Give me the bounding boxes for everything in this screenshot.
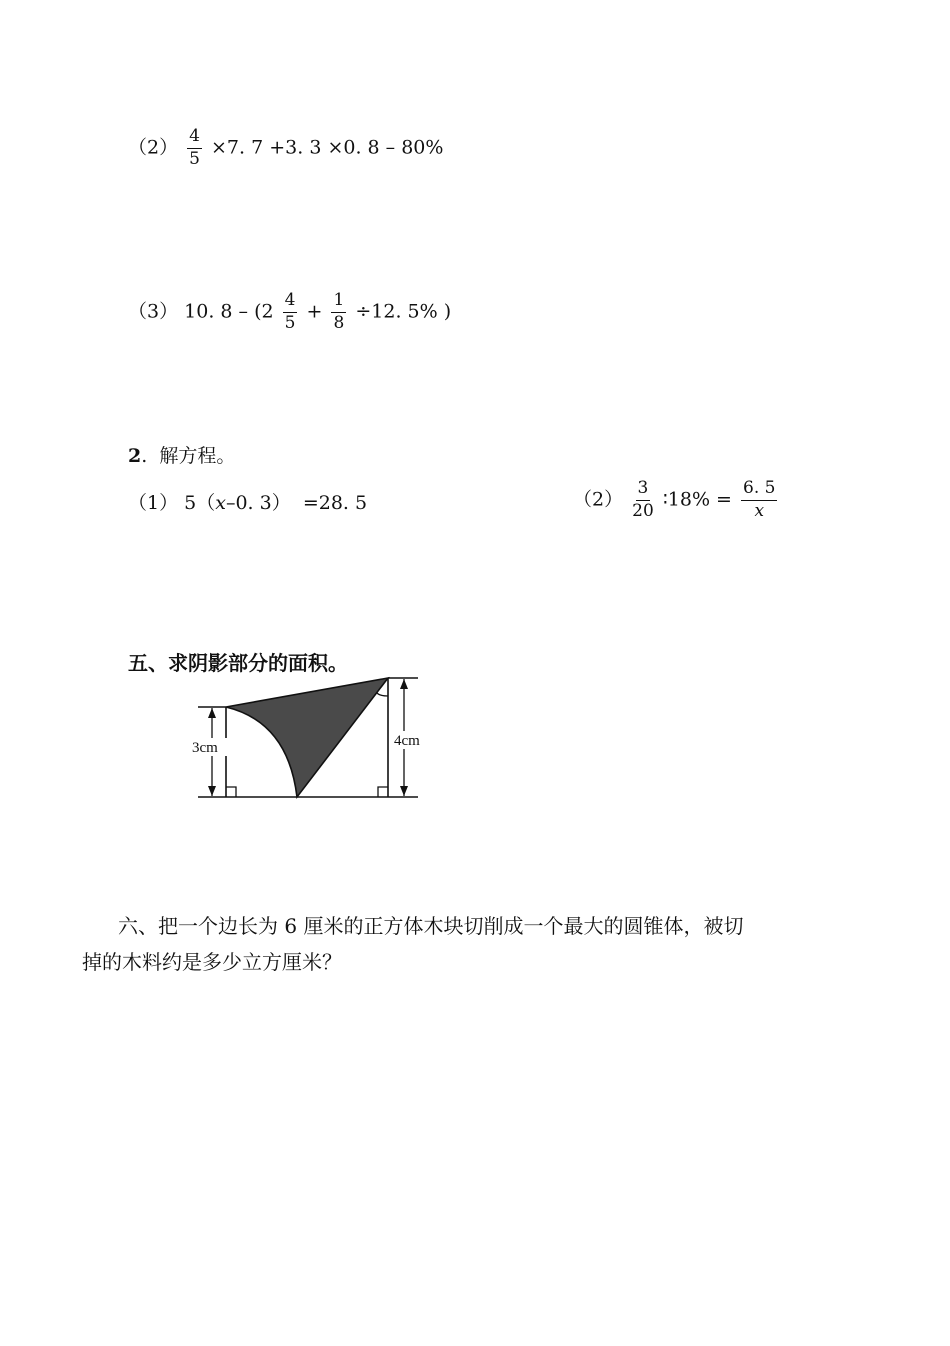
- plus-sign: +: [306, 300, 323, 323]
- arrow-down-icon: [208, 786, 216, 796]
- equation-2-middle: ∶18% =: [662, 488, 732, 511]
- fraction-1-8: [331, 292, 346, 333]
- equation-1: [128, 494, 367, 513]
- section-5-title: 五、求阴影部分的面积。: [128, 651, 348, 675]
- section-6-line-2: 掉的木料约是多少立方厘米？: [82, 950, 342, 974]
- arrow-up-icon: [400, 679, 408, 689]
- fraction-denominator: 20: [632, 500, 654, 521]
- fraction-numerator: 1: [331, 292, 346, 313]
- right-angle-mark-left: [226, 787, 236, 797]
- problem-2-expression: ×7. 7 +3. 3 ×0. 8 – 80%: [211, 136, 444, 159]
- fraction-numerator: 6. 5: [741, 480, 777, 501]
- equation-1-part-c: =28. 5: [302, 492, 368, 514]
- fraction-denominator: 5: [284, 312, 296, 333]
- equation-1-part-a: 5（: [184, 492, 216, 514]
- fraction-numerator: 3: [636, 480, 651, 501]
- right-height-label: 4cm: [394, 733, 420, 749]
- problem-3: [128, 292, 451, 333]
- heading-text: 解方程。: [159, 445, 236, 467]
- shaded-area-figure: [180, 668, 440, 808]
- angle-label: 45°: [360, 718, 381, 734]
- section-6-line-1: 六、把一个边长为 6 厘米的正方体木块切削成一个最大的圆锥体，被切: [118, 914, 744, 938]
- left-height-label: 3cm: [192, 740, 218, 756]
- fraction-4-5: [283, 292, 298, 333]
- problem-3-lead: 10. 8 – (2: [184, 300, 274, 323]
- fraction-numerator: 4: [283, 292, 298, 313]
- angle-arc: [377, 693, 388, 696]
- fraction-denominator: 5: [189, 148, 200, 169]
- fraction-denominator: x: [754, 500, 765, 521]
- equation-2-label: （2）: [573, 488, 624, 511]
- equation-2: [573, 480, 780, 521]
- problem-2: [128, 128, 443, 169]
- arrow-down-icon: [400, 786, 408, 796]
- equation-1-part-b: –0. 3）: [225, 492, 291, 514]
- right-angle-mark-right: [378, 787, 388, 797]
- problem-2-label: （2）: [128, 136, 179, 159]
- fraction-3-20: [632, 480, 654, 521]
- shaded-region: [226, 678, 388, 797]
- arrow-up-icon: [208, 708, 216, 718]
- fraction-denominator: 8: [333, 312, 345, 333]
- equations-heading: 2. 解方程。: [128, 445, 236, 467]
- variable-x: x: [215, 492, 226, 514]
- heading-number: 2: [128, 445, 142, 467]
- problem-3-expression: ÷12. 5% ): [355, 300, 452, 323]
- fraction-6.5-x: [741, 480, 777, 521]
- equation-1-label: （1）: [128, 492, 179, 514]
- fraction-4-5: [187, 128, 202, 169]
- problem-3-label: （3）: [128, 300, 179, 323]
- fraction-numerator: 4: [187, 128, 202, 149]
